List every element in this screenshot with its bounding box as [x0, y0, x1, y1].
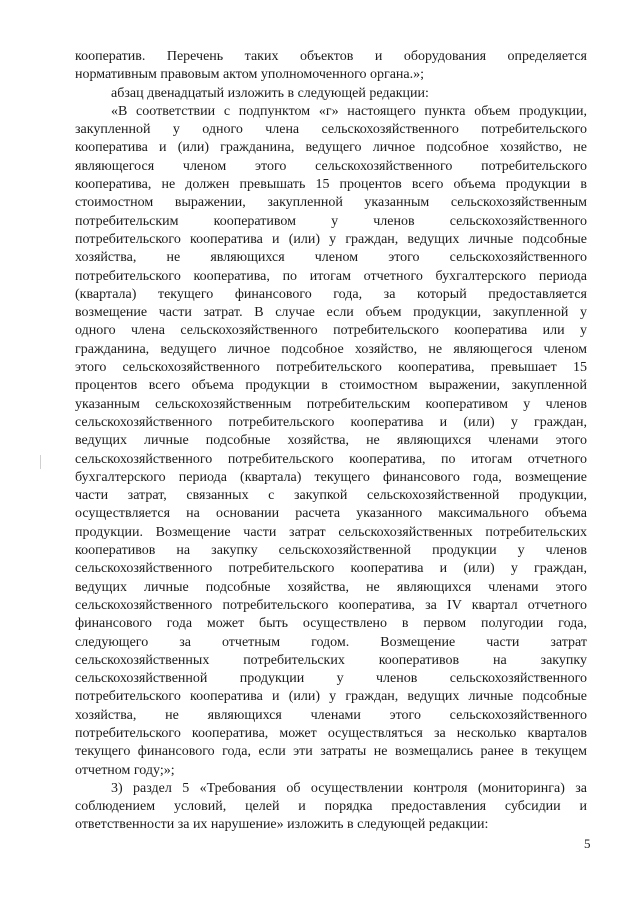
- text-line: одного члена сельскохозяйственного потребительского кооператива или у: [75, 323, 587, 339]
- text-line: нормативным правовым актом уполномоченного органа.»;: [75, 67, 425, 83]
- text-line: финансового года может быть осуществлено в первом полугодии года,: [75, 616, 587, 632]
- text-line: потребительского кооператива и (или) у граждан, ведущих личные подсобные: [75, 689, 587, 705]
- text-line: хозяйства, не являющихся членами этого сельскохозяйственного: [75, 707, 587, 723]
- text-line: соблюдением условий, целей и порядка предоставления субсидии и: [75, 799, 587, 815]
- text-line: возмещение части затрат. В случае если объем продукции, закупленной у: [75, 305, 587, 321]
- text-line: осуществляется на основании расчета указанного максимального объема: [75, 506, 587, 522]
- margin-mark: [40, 455, 41, 469]
- text-line: стоимостном выражении, закупленной указанным сельскохозяйственным: [75, 195, 587, 211]
- text-line: этого сельскохозяйственного потребительского кооператива, превышает 15: [75, 360, 587, 376]
- text-line: сельскохозяйственных потребительских кооперативов на закупку: [75, 652, 587, 668]
- text-line: отчетном году;»;: [75, 762, 175, 778]
- text-line: гражданина, ведущего личное подсобное хозяйство, не являющегося членом: [75, 341, 587, 357]
- text-line: 3) раздел 5 «Требования об осуществлении контроля (мониторинга) за: [111, 780, 587, 796]
- text-line: указанным сельскохозяйственным потребительским кооперативом у членов: [75, 396, 587, 412]
- text-line: кооператива и (или) гражданина, ведущего личное подсобное хозяйство, не: [75, 140, 587, 156]
- text-line: потребительского кооператива и (или) у граждан, ведущих личные подсобные: [75, 231, 587, 247]
- text-line: продукции. Возмещение части затрат сельскохозяйственных потребительских: [75, 524, 587, 540]
- text-line: кооператива, не должен превышать 15 процентов всего объема продукции в: [75, 177, 587, 193]
- text-line: кооператив. Перечень таких объектов и оборудования определяется: [75, 49, 587, 64]
- text-line: процентов всего объема продукции в стоимостном выражении, закупленной: [75, 378, 587, 394]
- text-line: ответственности за их нарушение» изложить в следующей редакции:: [75, 817, 489, 833]
- text-line: сельскохозяйственного потребительского кооператива, по итогам отчетного: [75, 451, 587, 467]
- text-line: сельскохозяйственного потребительского кооператива, за IV квартал отчетного: [75, 597, 587, 613]
- text-line: абзац двенадцатый изложить в следующей редакции:: [111, 85, 429, 101]
- text-line: хозяйства, не являющихся членом этого сельскохозяйственного: [75, 250, 587, 266]
- text-line: закупленной у одного члена сельскохозяйственного потребительского: [75, 122, 587, 138]
- text-line: части затрат, связанных с закупкой сельскохозяйственной продукции,: [75, 488, 587, 504]
- text-line: «В соответствии с подпунктом «г» настоящего пункта объем продукции,: [111, 103, 587, 119]
- text-line: сельскохозяйственного потребительского кооператива и (или) у граждан,: [75, 561, 587, 577]
- text-line: сельскохозяйственной продукции у членов сельскохозяйственного: [75, 671, 587, 687]
- document-body: [75, 48, 587, 835]
- text-line: кооперативов на закупку сельскохозяйственной продукции у членов: [75, 543, 587, 559]
- text-line: бухгалтерского периода (квартала) текущего финансового года, возмещение: [75, 469, 587, 485]
- text-line: сельскохозяйственного потребительского кооператива и (или) у граждан,: [75, 414, 587, 430]
- text-line: текущего финансового года, если эти затраты не возмещались ранее в текущем: [75, 744, 587, 760]
- text-line: являющегося членом этого сельскохозяйственного потребительского: [75, 158, 587, 174]
- page-number: 5: [584, 836, 591, 851]
- text-line: следующего за отчетным годом. Возмещение части затрат: [75, 634, 587, 650]
- text-line: потребительским кооперативом у членов сельскохозяйственного: [75, 213, 587, 229]
- text-line: ведущих личные подсобные хозяйства, не являющихся членами этого: [75, 579, 587, 595]
- text-line: потребительского кооператива, может осуществляться за несколько кварталов: [75, 725, 587, 741]
- text-line: ведущих личные подсобные хозяйства, не являющихся членами этого: [75, 433, 587, 449]
- text-line: (квартала) текущего финансового года, за который предоставляется: [75, 286, 587, 302]
- text-line: потребительского кооператива, по итогам отчетного бухгалтерского периода: [75, 268, 587, 284]
